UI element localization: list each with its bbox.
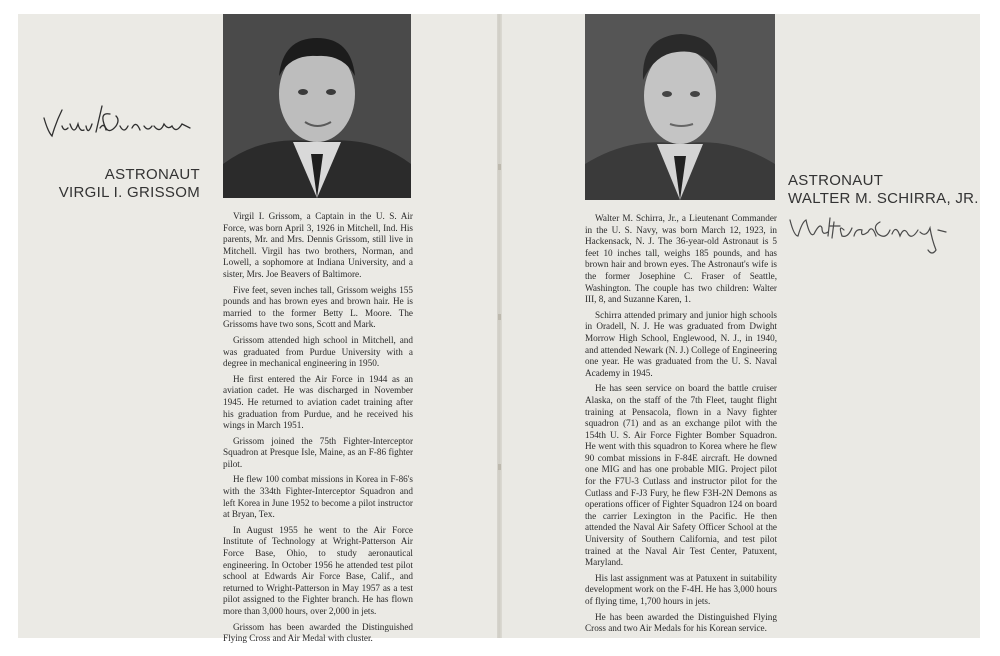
bio-paragraph: Walter M. Schirra, Jr., a Lieutenant Commander in the U. S. Navy, was born March 12, 1923, in Hackensack, N. J. The 36-year-old Astronaut is 5 feet 10 inches tall, weighs 185 pounds, and has brown hair and brown eyes. The Astronaut's wife is the former Josephine C. Fraser of Seattle, Washington. The couple has two children: Walter III, 8, and Suzanne Karen, 1. (585, 213, 777, 305)
staple (498, 164, 501, 170)
bio-paragraph: In August 1955 he went to the Air Force Institute of Technology at Wright-Patterson Air Force Base, Ohio, to study aeronautical engineering. In October 1956 he attended test pilot school at Edwards Air Force Base, Calif., and returned to Wright-Patterson in May 1957 as a test pilot assigned to the Fighter branch. He has flown more than 3,000 hours, over 2,000 in jets. (223, 524, 413, 616)
grissom-heading (59, 166, 200, 202)
grissom-biography (223, 211, 413, 649)
bio-paragraph: He has been awarded the Distinguished Flying Cross and two Air Medals for his Korean service. (585, 611, 777, 634)
center-fold (497, 14, 502, 638)
bio-paragraph: Schirra attended primary and junior high schools in Oradell, N. J. He was graduated from Dwight Morrow High School, Englewood, N. J., in 1940, and attended Newark (N. J.) College of Engineering one year. He was graduated from the U. S. Naval Academy in 1945. (585, 309, 777, 378)
bio-paragraph: Virgil I. Grissom, a Captain in the U. S. Air Force, was born April 3, 1926 in Mitchell, Ind. His parents, Mr. and Mrs. Dennis Grissom, still live in Mitchell. Virgil has two brothers, Norman, and Lowell, a sophomore at Indiana University, and a sister, Mrs. Joe Beavers of Baltimore. (223, 211, 413, 279)
schirra-signature (786, 210, 966, 260)
bio-paragraph: He has seen service on board the battle cruiser Alaska, on the staff of the 7th Fleet, taught flight training at Pensacola, flown in a Navy fighter squadron (71) and as an exchange pilot with the 154th U. S. Air Force Fighter Bomber Squadron. He went with this squadron to Korea where he flew 90 combat missions in F-84E aircraft. He downed one MIG and has one probable MIG. Project pilot for the F7U-3 Cutlass and instructor pilot for the Cutlass and F-J3 Fury, he flew F3H-2N Demons as operations officer of Fighter Squadron 124 on board the carrier Lexington in the Pacific. He then attended the Naval Air Safety Officer School at the University of Southern California, and test pilot trained at the Naval Air Test Center, Patuxent, Maryland. (585, 383, 777, 568)
grissom-signature (40, 102, 205, 142)
bio-paragraph: He flew 100 combat missions in Korea in F-86's with the 334th Fighter-Interceptor Squadron and left Korea in June 1952 to become a pilot instructor at Bryan, Tex. (223, 474, 413, 520)
staple (498, 314, 501, 320)
grissom-portrait-photo (223, 14, 411, 198)
booklet-spread (18, 14, 980, 644)
schirra-heading (788, 172, 979, 208)
staple (498, 464, 501, 470)
bio-paragraph: Five feet, seven inches tall, Grissom weighs 155 pounds and has brown eyes and brown hair. He is married to the former Betty L. Moore. The Grissoms have two sons, Scott and Mark. (223, 284, 413, 330)
heading-name: WALTER M. SCHIRRA, JR. (788, 190, 979, 207)
schirra-biography (585, 213, 777, 639)
portrait-photo-icon (585, 14, 775, 200)
schirra-portrait-photo (585, 14, 775, 200)
bio-paragraph: Grissom joined the 75th Fighter-Interceptor Squadron at Presque Isle, Maine, as an F-86 fighter pilot. (223, 435, 413, 469)
bio-paragraph: Grissom has been awarded the Distinguished Flying Cross and Air Medal with cluster. (223, 621, 413, 644)
bio-paragraph: His last assignment was at Patuxent in suitability development work on the F-4H. He has 3,000 hours of flying time, 1,700 hours in jets. (585, 572, 777, 606)
portrait-photo-icon (223, 14, 411, 198)
heading-name: VIRGIL I. GRISSOM (58, 184, 200, 201)
heading-title: ASTRONAUT (788, 172, 884, 189)
bio-paragraph: He first entered the Air Force in 1944 as an aviation cadet. He was discharged in November 1945. He returned to aviation cadet training after his graduation from Purdue, and he received his wings in March 1951. (223, 373, 413, 431)
heading-title: ASTRONAUT (104, 166, 200, 183)
bio-paragraph: Grissom attended high school in Mitchell, and was graduated from Purdue University with a degree in mechanical engineering in 1950. (223, 334, 413, 369)
